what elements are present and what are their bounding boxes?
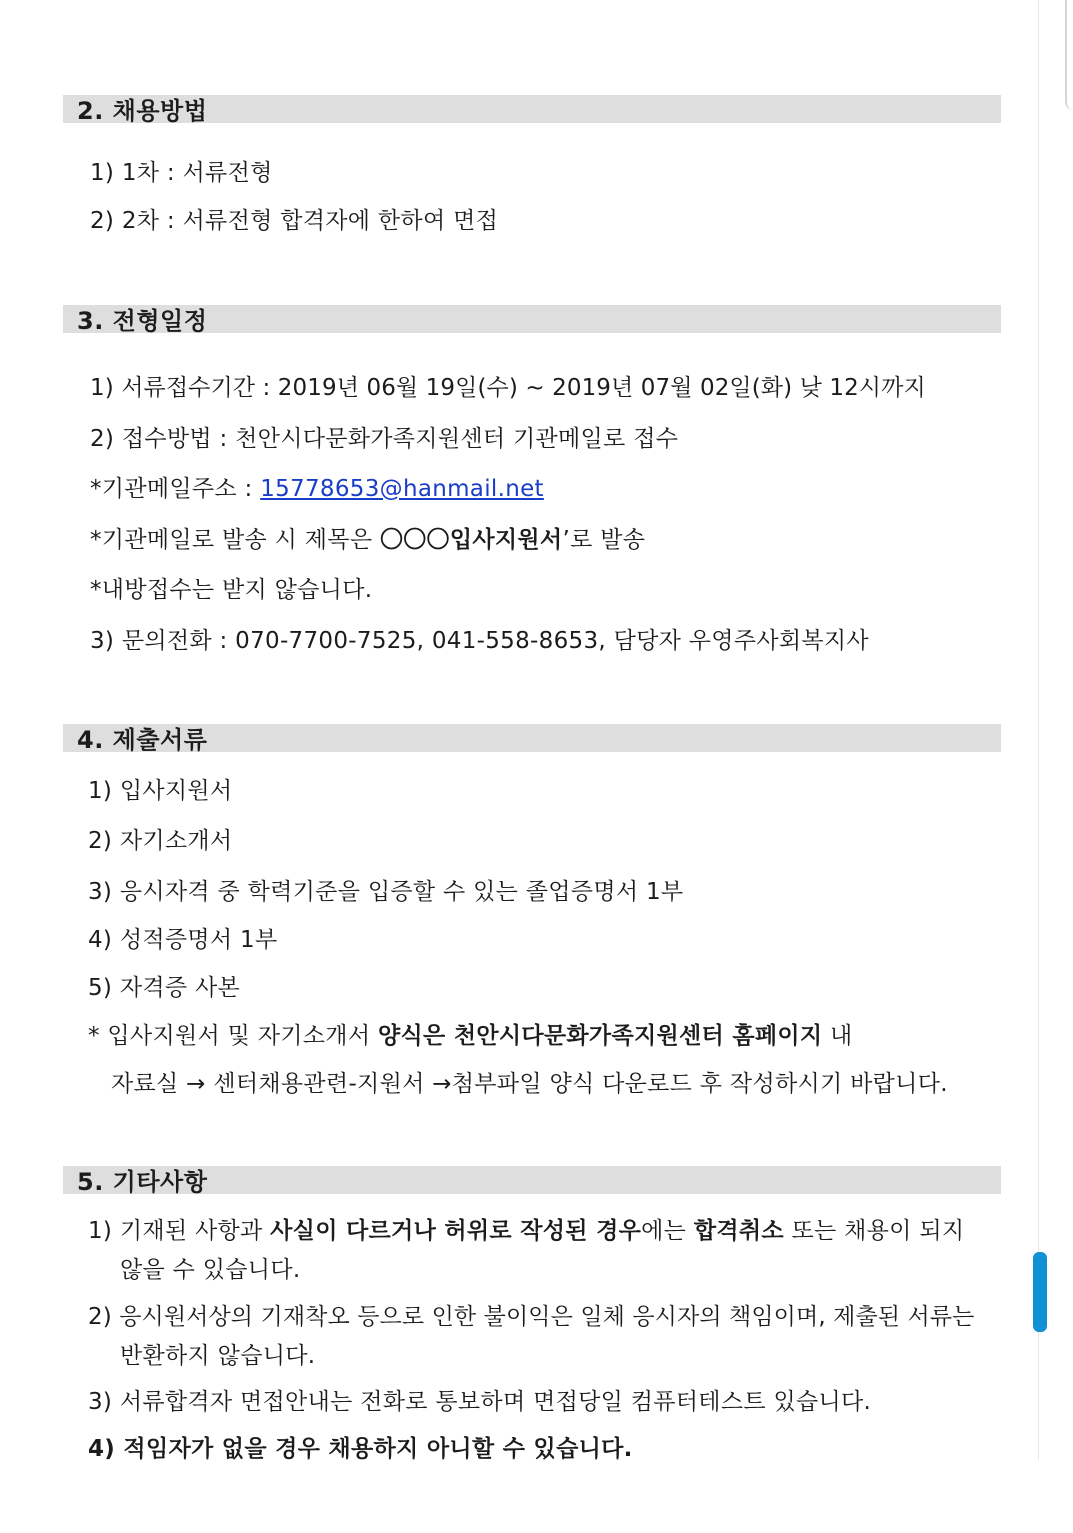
list-item: 5) 자격증 사본	[88, 975, 241, 1001]
list-item: 3) 응시자격 중 학력기준을 입증할 수 있는 졸업증명서 1부	[88, 879, 684, 905]
list-item: 1) 1차 : 서류전형	[90, 160, 273, 186]
subject-text: *기관메일로 발송 시 제목은	[90, 527, 380, 553]
section-title: 3. 전형일정	[77, 307, 208, 335]
list-item: 1) 입사지원서	[88, 778, 233, 804]
list-item: 2) 접수방법 : 천안시다문화가족지원센터 기관메일로 접수	[90, 426, 679, 452]
section-title: 5. 기타사항	[77, 1168, 208, 1196]
visit-note: *내방접수는 받지 않습니다.	[90, 577, 373, 603]
list-item-continuation: 반환하지 않습니다.	[120, 1343, 316, 1369]
item-text: 1) 기재된 사항과	[88, 1218, 271, 1244]
section-title: 4. 제출서류	[77, 726, 208, 754]
note-text-end: 내	[822, 1023, 853, 1049]
email-line	[90, 474, 544, 504]
item-bold-text: 합격취소	[693, 1218, 784, 1244]
page-edge-decoration	[1065, 0, 1073, 110]
subject-bold-text: 〇〇〇입사지원서	[379, 527, 563, 553]
list-item: 2) 응시원서상의 기재착오 등으로 인한 불이익은 일체 응시자의 책임이며, 제출된 서류는	[88, 1304, 975, 1330]
scroll-track[interactable]	[1038, 0, 1039, 1460]
note-text: * 입사지원서 및 자기소개서	[88, 1023, 378, 1049]
item-bold-text: 사실이 다르거나 허위로 작성된 경우	[270, 1218, 642, 1244]
list-item: 1) 서류접수기간 : 2019년 06월 19일(수) ~ 2019년 07월 02일(화) 낮 12시까지	[90, 375, 926, 401]
note-bold-text: 양식은 천안시다문화가족지원센터 홈페이지	[377, 1023, 823, 1049]
email-label: *기관메일주소 :	[90, 476, 261, 502]
subject-line	[90, 525, 645, 555]
section-header-misc	[63, 1166, 1001, 1194]
list-item: 2) 2차 : 서류전형 합격자에 한하여 면접	[90, 208, 499, 234]
list-item	[88, 1216, 964, 1246]
section-header-documents	[63, 724, 1001, 752]
list-item: 3) 문의전화 : 070-7700-7525, 041-558-8653, 담당자 우영주사회복지사	[90, 628, 869, 654]
email-link[interactable]: 15778653@hanmail.net	[260, 476, 544, 502]
list-item: 3) 서류합격자 면접안내는 전화로 통보하며 면접당일 컴퓨터테스트 있습니다.	[88, 1389, 872, 1415]
form-note-line2: 자료실 → 센터채용관련-지원서 →첨부파일 양식 다운로드 후 작성하시기 바랍니다.	[111, 1071, 948, 1097]
list-item-bold: 4) 적임자가 없을 경우 채용하지 아니할 수 있습니다.	[88, 1436, 633, 1462]
section-header-schedule	[63, 305, 1001, 333]
scrollbar-thumb[interactable]	[1033, 1252, 1047, 1332]
section-header-recruitment-method	[63, 95, 1001, 123]
form-note	[88, 1021, 853, 1051]
list-item: 4) 성적증명서 1부	[88, 927, 278, 953]
item-text: 또는 채용이 되지	[783, 1218, 965, 1244]
list-item: 2) 자기소개서	[88, 828, 233, 854]
section-title: 2. 채용방법	[77, 97, 208, 125]
list-item-continuation: 않을 수 있습니다.	[120, 1257, 301, 1283]
item-text: 에는	[641, 1218, 694, 1244]
subject-text-end: ’로 발송	[562, 527, 646, 553]
